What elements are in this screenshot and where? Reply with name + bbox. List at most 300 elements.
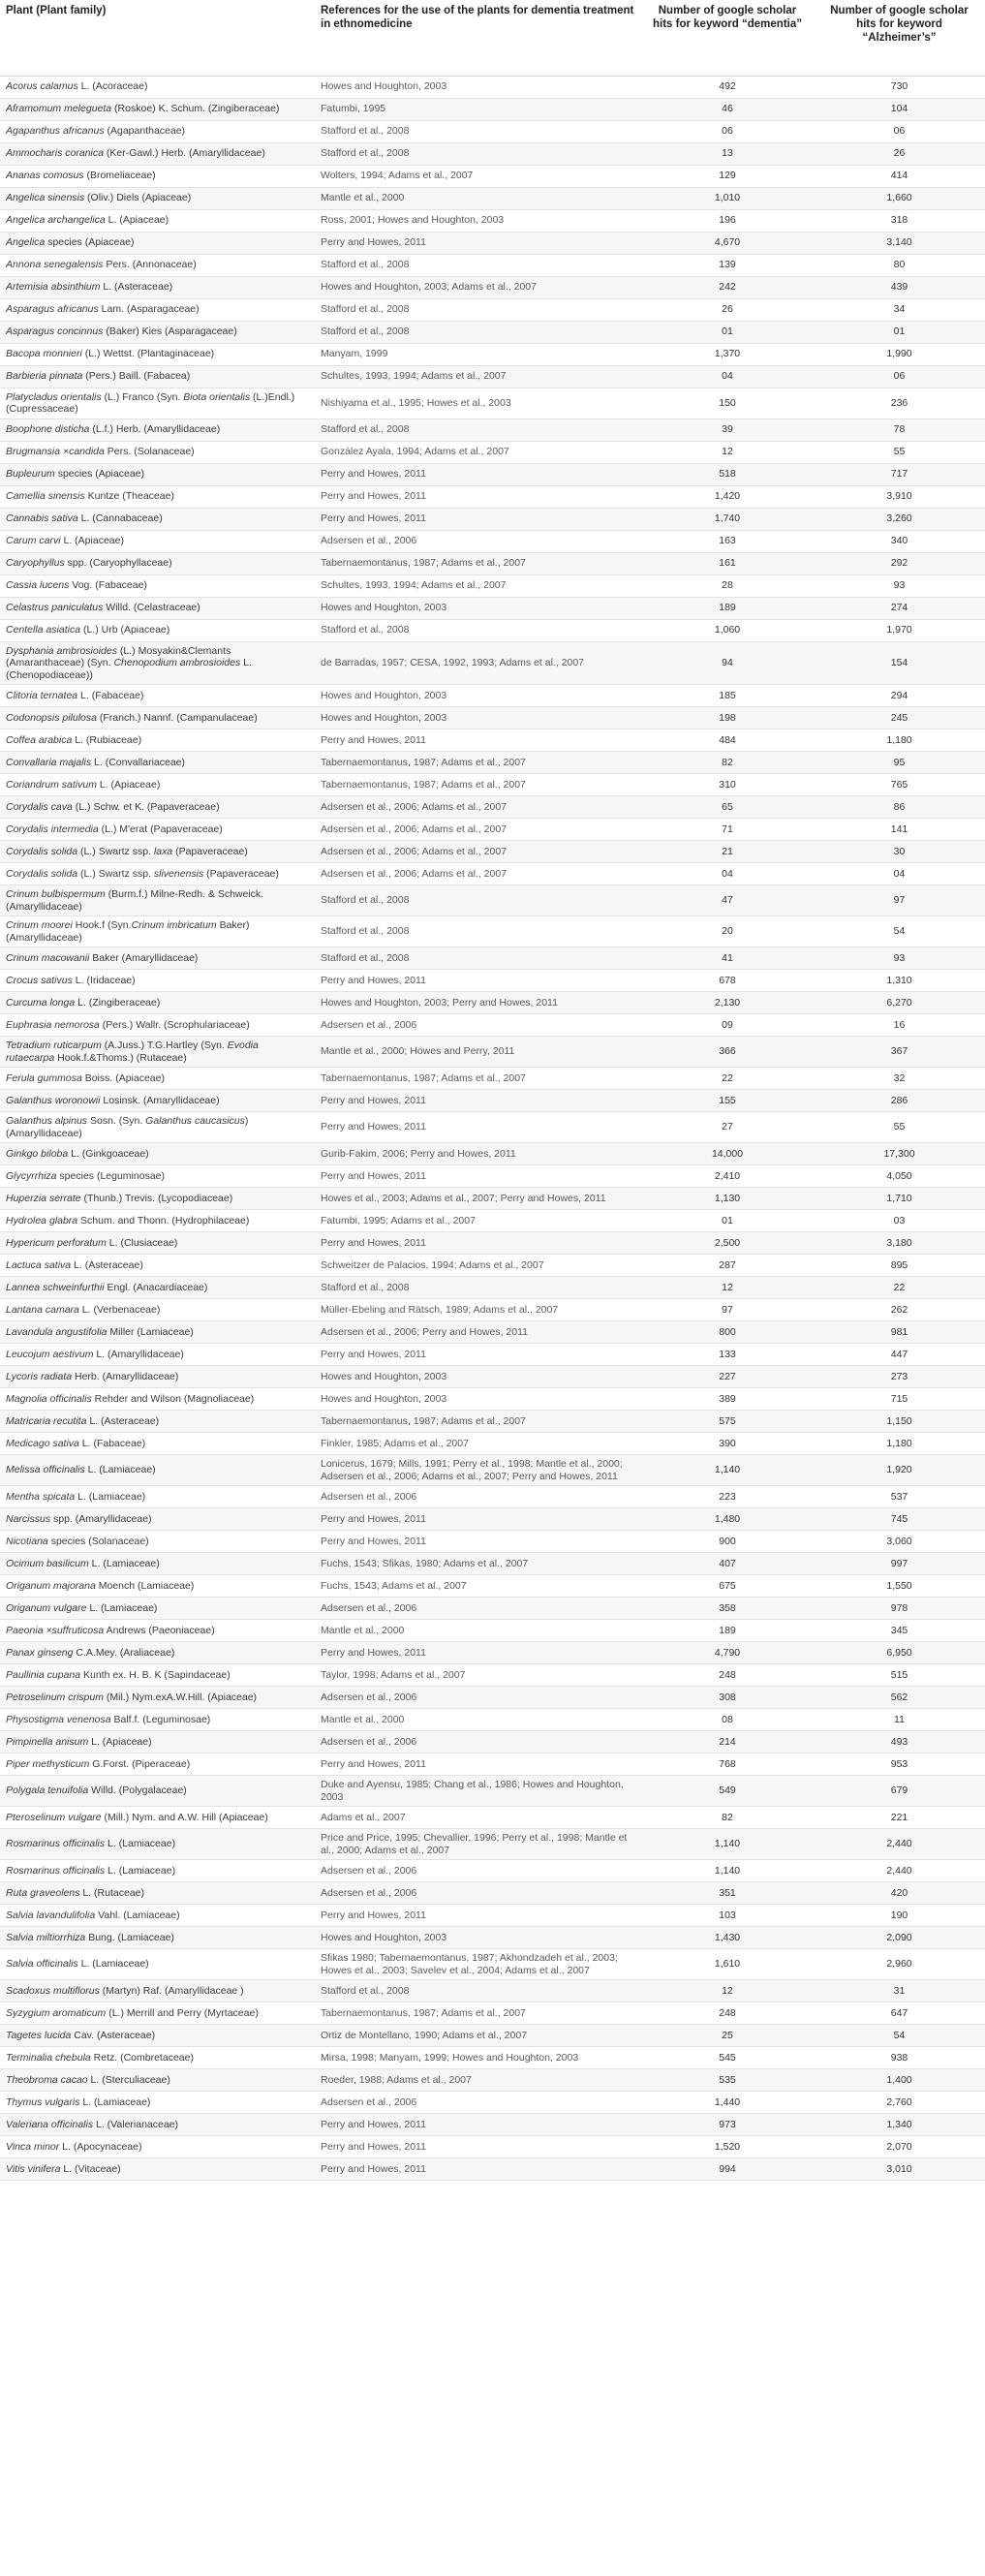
table-row: [0, 841, 985, 863]
plant-cell: [0, 1687, 315, 1709]
alzheimers-hits-cell: 439: [814, 276, 985, 298]
table-row: [0, 574, 985, 597]
table-row: [0, 1829, 985, 1860]
plant-authority-family: L. (Iridaceae): [72, 974, 136, 986]
references-cell: Tabernaemontanus, 1987; Adams et al., 2007: [315, 774, 641, 796]
alzheimers-hits-cell: 32: [814, 1068, 985, 1090]
alzheimers-hits-cell: 1,550: [814, 1575, 985, 1598]
plant-cell: [0, 1411, 315, 1433]
dementia-hits-cell: 21: [641, 841, 814, 863]
plant-cell: [0, 1829, 315, 1860]
references-cell: Perry and Howes, 2011: [315, 1754, 641, 1776]
alzheimers-hits-cell: 17,300: [814, 1143, 985, 1165]
plant-cell: [0, 796, 315, 819]
plant-species-name: Origanum majorana: [6, 1579, 96, 1592]
header-references: References for the use of the plants for dementia treatment in ethnomedicine: [315, 0, 641, 76]
dementia-hits-cell: 678: [641, 970, 814, 992]
table-row: [0, 1277, 985, 1299]
alzheimers-hits-cell: 3,260: [814, 508, 985, 530]
plant-cell: [0, 1776, 315, 1807]
alzheimers-hits-cell: 537: [814, 1486, 985, 1508]
plant-species-name: Evodia rutaecarpa: [6, 1040, 259, 1064]
dementia-hits-cell: 04: [641, 863, 814, 885]
dementia-hits-cell: 163: [641, 530, 814, 552]
plant-species-name: Angelica: [6, 236, 46, 249]
table-row: [0, 321, 985, 343]
plant-authority-family: L. (Vitaceae): [60, 2162, 121, 2175]
plant-species-name: Galanthus woronowii: [6, 1094, 101, 1106]
plant-species-name: Leucojum aestivum: [6, 1348, 94, 1360]
dementia-hits-cell: 1,440: [641, 2092, 814, 2114]
dementia-hits-cell: 12: [641, 1277, 814, 1299]
plant-authority-family: Balf.f. (Leguminosae): [110, 1713, 211, 1725]
plant-authority-family: L. (Asteraceae): [71, 1258, 143, 1271]
alzheimers-hits-cell: 953: [814, 1754, 985, 1776]
alzheimers-hits-cell: 1,990: [814, 343, 985, 365]
plant-species-name: Medicago sativa: [6, 1437, 79, 1449]
alzheimers-hits-cell: 997: [814, 1553, 985, 1575]
plant-authority-family: Willd. (Celastraceae): [103, 602, 200, 614]
references-cell: Stafford et al., 2008: [315, 1980, 641, 2002]
alzheimers-hits-cell: 93: [814, 947, 985, 970]
dementia-hits-cell: 46: [641, 98, 814, 120]
dementia-hits-cell: 223: [641, 1486, 814, 1508]
dementia-hits-cell: 71: [641, 819, 814, 841]
plant-authority-family: (Agapanthaceae): [104, 125, 186, 138]
plant-authority-family: L. (Amaryllidaceae): [93, 1348, 184, 1360]
plant-cell: [0, 1620, 315, 1642]
plant-authority-family: (Roskoe) K. Schum. (Zingiberaceae): [111, 103, 280, 115]
references-cell: Schultes, 1993, 1994; Adams et al., 2007: [315, 574, 641, 597]
dementia-hits-cell: 2,410: [641, 1165, 814, 1188]
plant-species-name: Tagetes lucida: [6, 2029, 72, 2041]
table-row: [0, 1210, 985, 1232]
plant-authority-family: (L.) Franco (Syn.: [101, 390, 184, 403]
references-cell: Stafford et al., 2008: [315, 142, 641, 165]
plant-cell: [0, 885, 315, 916]
alzheimers-hits-cell: 1,340: [814, 2114, 985, 2136]
dementia-hits-cell: 14,000: [641, 1143, 814, 1165]
references-cell: Stafford et al., 2008: [315, 1277, 641, 1299]
alzheimers-hits-cell: 31: [814, 1980, 985, 2002]
plant-authority-family: L. (Apiaceae): [96, 778, 161, 791]
plant-cell: [0, 98, 315, 120]
dementia-hits-cell: 150: [641, 388, 814, 419]
header-plant: Plant (Plant family): [0, 0, 315, 76]
plant-species-name: Thymus vulgaris: [6, 2095, 80, 2108]
alzheimers-hits-cell: 2,070: [814, 2136, 985, 2158]
plant-cell: [0, 1433, 315, 1455]
table-row: [0, 685, 985, 707]
dementia-hits-cell: 366: [641, 1037, 814, 1068]
alzheimers-hits-cell: 2,090: [814, 1927, 985, 1949]
plant-species-name: Cannabis sativa: [6, 512, 78, 525]
references-cell: Stafford et al., 2008: [315, 885, 641, 916]
references-cell: Price and Price, 1995; Chevallier, 1996; Perry et al., 1998; Mantle et al., 2000; Adams et al., 2007: [315, 1829, 641, 1860]
plant-authority-family: L. (Cannabaceae): [77, 512, 163, 525]
alzheimers-hits-cell: 2,440: [814, 1860, 985, 1882]
plant-species-name: Convallaria majalis: [6, 756, 92, 768]
plant-species-name: Crinum imbricatum: [131, 919, 217, 931]
references-cell: Perry and Howes, 2011: [315, 1090, 641, 1112]
references-cell: Howes and Houghton, 2003: [315, 707, 641, 729]
plant-authority-family: L. (Lamiaceae): [84, 1464, 156, 1476]
references-cell: Perry and Howes, 2011: [315, 1508, 641, 1531]
plant-cell: [0, 1037, 315, 1068]
table-row: [0, 98, 985, 120]
table-row: [0, 1882, 985, 1905]
table-row: [0, 1344, 985, 1366]
dementia-hits-cell: 358: [641, 1598, 814, 1620]
plant-authority-family: species (Solanaceae): [47, 1535, 149, 1547]
plant-cell: [0, 508, 315, 530]
plant-authority-family: (L.) Urb (Apiaceae): [80, 624, 170, 636]
plant-species-name: Asparagus africanus: [6, 303, 99, 316]
table-row: [0, 2047, 985, 2069]
plant-species-name: slivenensis: [153, 867, 204, 880]
plant-species-name: Ruta graveolens: [6, 1886, 80, 1899]
alzheimers-hits-cell: 2,960: [814, 1949, 985, 1980]
references-cell: Ortiz de Montellano, 1990; Adams et al., 2007: [315, 2025, 641, 2047]
table-row: [0, 1321, 985, 1344]
alzheimers-hits-cell: 97: [814, 885, 985, 916]
alzheimers-hits-cell: 93: [814, 574, 985, 597]
alzheimers-hits-cell: 978: [814, 1598, 985, 1620]
plant-cell: [0, 2158, 315, 2181]
plant-authority-family: Andrews (Paeoniaceae): [104, 1624, 215, 1636]
alzheimers-hits-cell: 679: [814, 1776, 985, 1807]
references-cell: Perry and Howes, 2011: [315, 1642, 641, 1664]
dementia-hits-cell: 41: [641, 947, 814, 970]
alzheimers-hits-cell: 1,150: [814, 1411, 985, 1433]
alzheimers-hits-cell: 2,440: [814, 1829, 985, 1860]
alzheimers-hits-cell: 86: [814, 796, 985, 819]
plant-authority-family: L. (Lamiaceae): [86, 1601, 158, 1614]
plant-cell: [0, 365, 315, 388]
plant-species-name: Syzygium aromaticum: [6, 2006, 107, 2019]
dementia-hits-cell: 12: [641, 1980, 814, 2002]
dementia-hits-cell: 389: [641, 1388, 814, 1411]
plant-authority-family: Miller (Lamiaceae): [107, 1325, 194, 1338]
plant-authority-family: L. (Lamiaceae): [75, 1490, 146, 1503]
table-row: [0, 1112, 985, 1143]
plant-authority-family: spp. (Caryophyllaceae): [64, 557, 172, 570]
references-cell: Adsersen et al., 2006; Adams et al., 2007: [315, 819, 641, 841]
table-row: [0, 142, 985, 165]
alzheimers-hits-cell: 730: [814, 76, 985, 98]
dementia-hits-cell: 4,790: [641, 1642, 814, 1664]
alzheimers-hits-cell: 141: [814, 819, 985, 841]
plant-cell: [0, 1731, 315, 1754]
dementia-hits-cell: 2,130: [641, 992, 814, 1014]
plant-authority-family: L. (Rubiaceae): [72, 733, 142, 746]
plant-species-name: Crinum macowanii: [6, 951, 90, 964]
plant-cell: [0, 209, 315, 232]
plant-cell: [0, 2069, 315, 2092]
plant-cell: [0, 1277, 315, 1299]
dementia-hits-cell: 535: [641, 2069, 814, 2092]
dementia-hits-cell: 1,480: [641, 1508, 814, 1531]
plant-cell: [0, 1344, 315, 1366]
plant-cell: [0, 1553, 315, 1575]
plant-cell: [0, 388, 315, 419]
alzheimers-hits-cell: 1,180: [814, 1433, 985, 1455]
dementia-hits-cell: 248: [641, 2002, 814, 2025]
plant-cell: [0, 321, 315, 343]
references-cell: Schultes, 1993, 1994; Adams et al., 2007: [315, 365, 641, 388]
references-cell: Tabernaemontanus, 1987; Adams et al., 2007: [315, 552, 641, 574]
plant-species-name: Rosmarinus officinalis: [6, 1864, 106, 1877]
references-cell: Howes and Houghton, 2003: [315, 597, 641, 619]
references-cell: Stafford et al., 2008: [315, 619, 641, 641]
alzheimers-hits-cell: 06: [814, 120, 985, 142]
table-row: [0, 1642, 985, 1664]
references-cell: Sfikas 1980; Tabernaemontanus, 1987; Akhondzadeh et al., 2003; Howes et al., 2003; Savelev et al., 2004; Adams et al., 2007: [315, 1949, 641, 1980]
table-row: [0, 819, 985, 841]
alzheimers-hits-cell: 3,180: [814, 1232, 985, 1255]
plant-authority-family: L.(Chenopodiaceae)): [6, 657, 252, 681]
references-cell: Adsersen et al., 2006: [315, 1687, 641, 1709]
plant-cell: [0, 1232, 315, 1255]
alzheimers-hits-cell: 895: [814, 1255, 985, 1277]
plant-species-name: Chenopodium ambrosioides: [113, 657, 241, 668]
table-row: [0, 1165, 985, 1188]
dementia-hits-cell: 308: [641, 1687, 814, 1709]
dementia-hits-cell: 1,060: [641, 619, 814, 641]
dementia-hits-cell: 575: [641, 1411, 814, 1433]
header-dementia-hits: Number of google scholar hits for keyword “dementia”: [641, 0, 814, 76]
plant-authority-family: Herb. (Amaryllidaceae): [72, 1370, 179, 1382]
references-cell: de Barradas, 1957; CESA, 1992, 1993; Adams et al., 2007: [315, 641, 641, 685]
alzheimers-hits-cell: 104: [814, 98, 985, 120]
alzheimers-hits-cell: 245: [814, 707, 985, 729]
dementia-hits-cell: 09: [641, 1014, 814, 1037]
plant-species-name: Physostigma venenosa: [6, 1713, 111, 1725]
dementia-hits-cell: 242: [641, 276, 814, 298]
plant-species-name: Coriandrum sativum: [6, 778, 97, 791]
table-row: [0, 1664, 985, 1687]
table-row: [0, 2002, 985, 2025]
alzheimers-hits-cell: 4,050: [814, 1165, 985, 1188]
plant-authority-family: (Baker) Kies (Asparagaceae): [103, 326, 237, 338]
references-cell: Perry and Howes, 2011: [315, 485, 641, 508]
table-row: [0, 209, 985, 232]
alzheimers-hits-cell: 938: [814, 2047, 985, 2069]
plant-species-name: Lavandula angustifolia: [6, 1325, 108, 1338]
references-cell: Adsersen et al., 2006; Perry and Howes, 2011: [315, 1321, 641, 1344]
references-cell: Perry and Howes, 2011: [315, 1232, 641, 1255]
references-cell: Perry and Howes, 2011: [315, 729, 641, 752]
table-row: [0, 1687, 985, 1709]
plant-cell: [0, 1882, 315, 1905]
plant-species-name: Centella asiatica: [6, 624, 81, 636]
references-cell: Perry and Howes, 2011: [315, 463, 641, 485]
plant-species-name: Corydalis solida: [6, 867, 78, 880]
references-cell: Perry and Howes, 2011: [315, 232, 641, 254]
alzheimers-hits-cell: 78: [814, 419, 985, 441]
dementia-hits-cell: 1,010: [641, 187, 814, 209]
plant-species-name: Brugmansia ×candida: [6, 446, 105, 458]
plant-cell: [0, 1575, 315, 1598]
plant-authority-family: Cav. (Asteraceae): [71, 2029, 156, 2041]
alzheimers-hits-cell: 6,950: [814, 1642, 985, 1664]
table-row: [0, 76, 985, 98]
plant-species-name: Hydrolea glabra: [6, 1214, 78, 1226]
references-cell: Ross, 2001; Howes and Houghton, 2003: [315, 209, 641, 232]
dementia-hits-cell: 1,140: [641, 1860, 814, 1882]
references-cell: Adams et al., 2007: [315, 1807, 641, 1829]
alzheimers-hits-cell: 11: [814, 1709, 985, 1731]
alzheimers-hits-cell: 16: [814, 1014, 985, 1037]
alzheimers-hits-cell: 6,270: [814, 992, 985, 1014]
plant-cell: [0, 1143, 315, 1165]
dementia-hits-cell: 545: [641, 2047, 814, 2069]
table-row: [0, 1575, 985, 1598]
table-row: [0, 1927, 985, 1949]
plant-authority-family: Pers. (Solanaceae): [104, 446, 195, 458]
alzheimers-hits-cell: 420: [814, 1882, 985, 1905]
plant-authority-family: (Pers.) Baill. (Fabacea): [82, 370, 191, 383]
dementia-hits-cell: 65: [641, 796, 814, 819]
dementia-hits-cell: 198: [641, 707, 814, 729]
dementia-hits-cell: 82: [641, 752, 814, 774]
dementia-hits-cell: 39: [641, 419, 814, 441]
plant-species-name: Tetradium ruticarpum: [6, 1040, 102, 1051]
references-cell: Gurib-Fakim, 2006; Perry and Howes, 2011: [315, 1143, 641, 1165]
table-row: [0, 1531, 985, 1553]
plant-authority-family: (L.) Merrill and Perry (Myrtaceae): [106, 2006, 259, 2019]
dementia-hits-cell: 1,140: [641, 1829, 814, 1860]
alzheimers-hits-cell: 221: [814, 1807, 985, 1829]
plant-species-name: Polygala tenuifolia: [6, 1785, 89, 1797]
dementia-hits-cell: 1,420: [641, 485, 814, 508]
references-cell: González Ayala, 1994; Adams et al., 2007: [315, 441, 641, 463]
plant-authority-family: Kuntze (Theaceae): [84, 490, 174, 503]
plant-species-name: Bupleurum: [6, 468, 55, 481]
dementia-hits-cell: 227: [641, 1366, 814, 1388]
plant-authority-family: (L.) Swartz ssp.: [77, 845, 154, 857]
dementia-hits-cell: 351: [641, 1882, 814, 1905]
plant-authority-family: L. (Convallariaceae): [91, 756, 186, 768]
plant-species-name: Rosmarinus officinalis: [6, 1838, 106, 1850]
table-row: [0, 120, 985, 142]
dementia-hits-cell: 161: [641, 552, 814, 574]
alzheimers-hits-cell: 54: [814, 2025, 985, 2047]
dementia-hits-cell: 2,500: [641, 1232, 814, 1255]
plant-cell: [0, 916, 315, 947]
table-row: [0, 441, 985, 463]
alzheimers-hits-cell: 06: [814, 365, 985, 388]
plant-species-name: Paullinia cupana: [6, 1668, 81, 1681]
plant-cell: [0, 685, 315, 707]
references-cell: Perry and Howes, 2011: [315, 1165, 641, 1188]
table-row: [0, 2092, 985, 2114]
plant-species-name: Valeriana officinalis: [6, 2118, 94, 2130]
table-row: [0, 419, 985, 441]
plant-authority-family: Lam. (Asparagaceae): [98, 303, 200, 316]
alzheimers-hits-cell: 1,970: [814, 619, 985, 641]
references-cell: Adsersen et al., 2006: [315, 1882, 641, 1905]
plant-authority-family: (Papaveraceae): [172, 845, 248, 857]
plant-authority-family: (L.f.) Herb. (Amaryllidaceae): [89, 423, 221, 436]
references-cell: Stafford et al., 2008: [315, 916, 641, 947]
plant-cell: [0, 752, 315, 774]
plant-species-name: Scadoxus multiflorus: [6, 1984, 100, 1997]
plant-cell: [0, 276, 315, 298]
plant-authority-family: L. (Rutaceae): [79, 1886, 145, 1899]
alzheimers-hits-cell: 04: [814, 863, 985, 885]
dementia-hits-cell: 1,520: [641, 2136, 814, 2158]
references-cell: Perry and Howes, 2011: [315, 1344, 641, 1366]
plant-species-name: Dysphania ambrosioides: [6, 644, 117, 657]
dementia-hits-cell: 1,430: [641, 1927, 814, 1949]
plant-cell: [0, 970, 315, 992]
references-cell: Adsersen et al., 2006: [315, 1731, 641, 1754]
alzheimers-hits-cell: 1,920: [814, 1455, 985, 1486]
plant-authority-family: species (Leguminosae): [56, 1169, 165, 1182]
alzheimers-hits-cell: 981: [814, 1321, 985, 1344]
plant-species-name: Corydalis intermedia: [6, 822, 99, 835]
plant-authority-family: Schum. and Thonn. (Hydrophilaceae): [77, 1214, 250, 1226]
plant-cell: [0, 1807, 315, 1829]
plant-authority-family: L. (Apiaceae): [88, 1735, 152, 1748]
references-cell: Fuchs, 1543; Sfikas, 1980; Adams et al., 2007: [315, 1553, 641, 1575]
dementia-hits-cell: 973: [641, 2114, 814, 2136]
dementia-hits-cell: 994: [641, 2158, 814, 2181]
table-row: [0, 530, 985, 552]
alzheimers-hits-cell: 717: [814, 463, 985, 485]
references-cell: Adsersen et al., 2006: [315, 1486, 641, 1508]
table-row: [0, 463, 985, 485]
plant-authority-family: Boiss. (Apiaceae): [81, 1071, 165, 1084]
references-cell: Perry and Howes, 2011: [315, 508, 641, 530]
plant-authority-family: (Thunb.) Trevis. (Lycopodiaceae): [80, 1192, 233, 1204]
table-row: [0, 1731, 985, 1754]
dementia-hits-cell: 1,130: [641, 1188, 814, 1210]
plant-cell: [0, 819, 315, 841]
plant-authority-family: L. (Fabaceae): [77, 689, 144, 701]
dementia-hits-cell: 97: [641, 1299, 814, 1321]
plant-species-name: Aframomum melegueta: [6, 103, 112, 115]
alzheimers-hits-cell: 3,010: [814, 2158, 985, 2181]
alzheimers-hits-cell: 286: [814, 1090, 985, 1112]
plant-cell: [0, 463, 315, 485]
dementia-hits-cell: 407: [641, 1553, 814, 1575]
plant-authority-family: (L.) Mosyakin&Clemants (Amaranthaceae) (Syn.: [6, 644, 231, 668]
alzheimers-hits-cell: 318: [814, 209, 985, 232]
alzheimers-hits-cell: 154: [814, 641, 985, 685]
plant-cell: [0, 1949, 315, 1980]
plant-species-name: Narcissus: [6, 1512, 51, 1525]
plant-authority-family: L. (Sterculiaceae): [87, 2073, 170, 2086]
table-row: [0, 729, 985, 752]
dementia-hits-cell: 13: [641, 142, 814, 165]
references-cell: Howes and Houghton, 2003; Adams et al., 2007: [315, 276, 641, 298]
plant-species-name: Caryophyllus: [6, 557, 65, 570]
plant-species-name: Corydalis solida: [6, 845, 78, 857]
alzheimers-hits-cell: 1,400: [814, 2069, 985, 2092]
table-row: [0, 1014, 985, 1037]
dementia-hits-cell: 1,740: [641, 508, 814, 530]
table-row: [0, 1090, 985, 1112]
plant-species-name: Boophone disticha: [6, 423, 90, 436]
plant-cell: [0, 1299, 315, 1321]
plant-authority-family: G.Forst. (Piperaceae): [89, 1757, 191, 1770]
references-cell: Perry and Howes, 2011: [315, 2158, 641, 2181]
plant-authority-family: Retz. (Combretaceae): [90, 2051, 194, 2064]
table-row: [0, 1143, 985, 1165]
alzheimers-hits-cell: 3,140: [814, 232, 985, 254]
